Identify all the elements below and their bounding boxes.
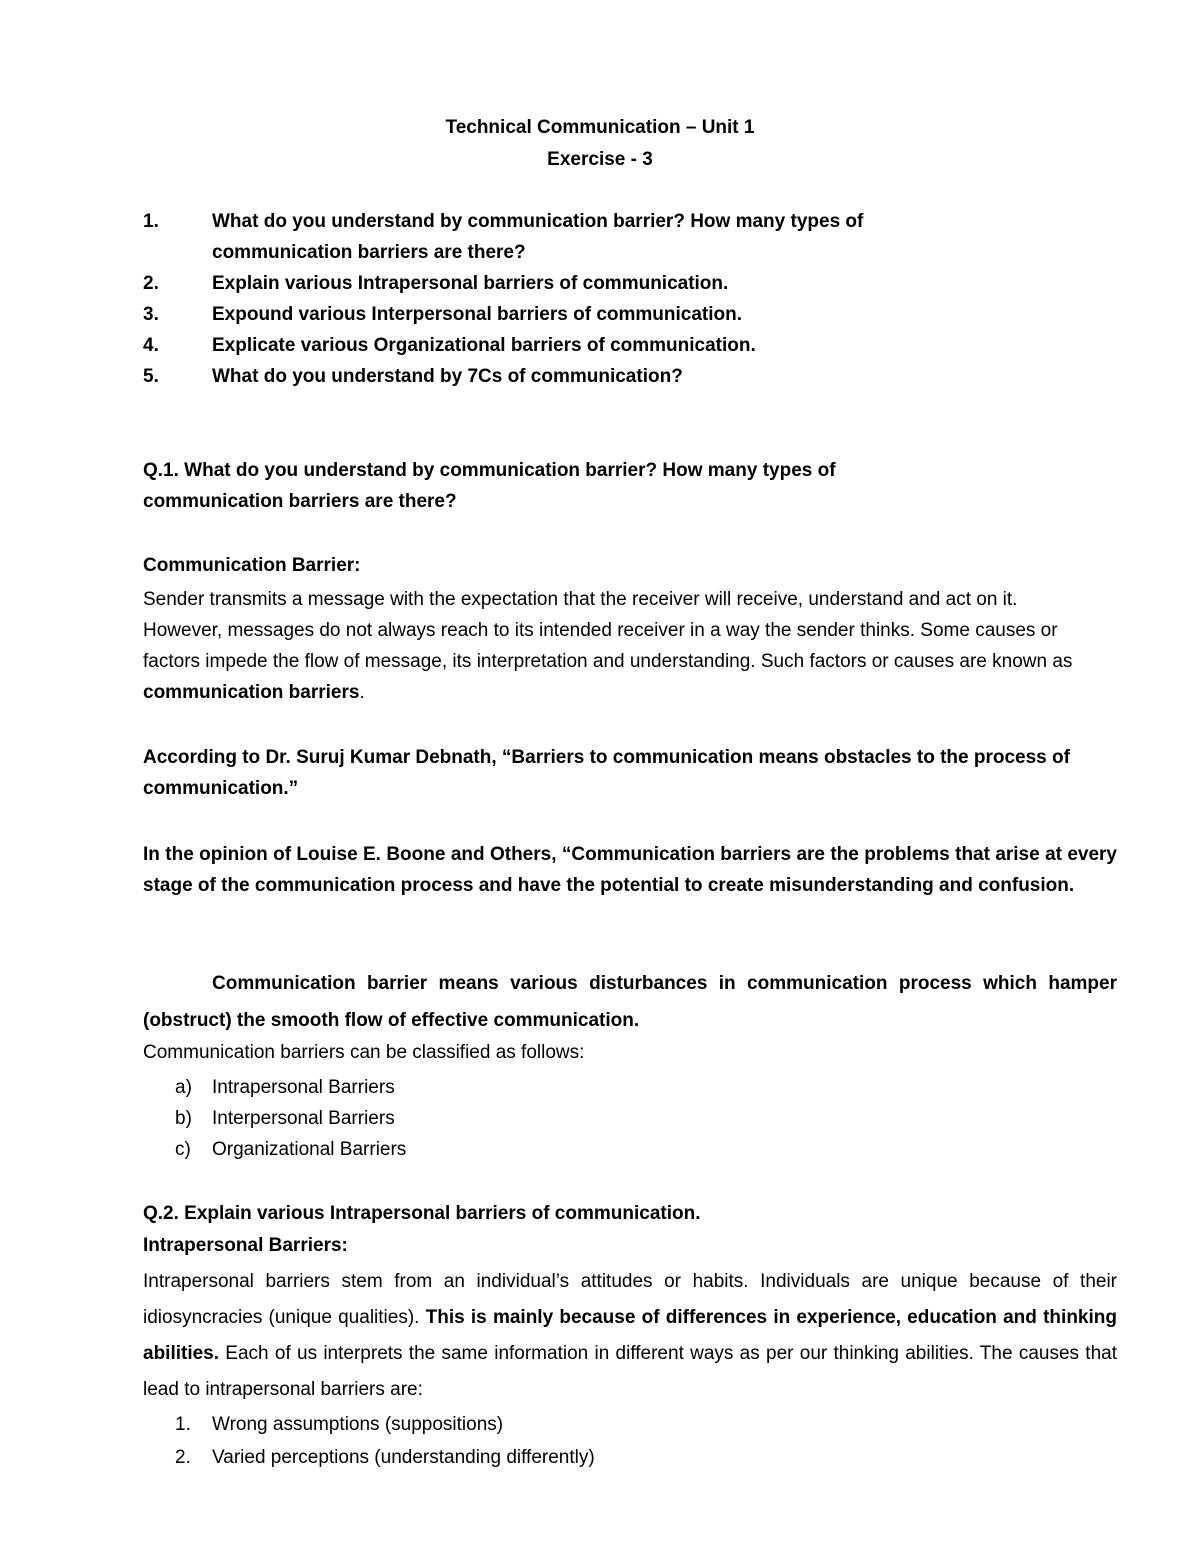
barrier-type-label: b): [175, 1108, 192, 1129]
intrapersonal-cause-list: [175, 1408, 595, 1474]
q2-paragraph-text: Intrapersonal barriers stem from an individual’s attitudes or habits. Individuals are unique because of their idiosyncracies (unique qualities).: [143, 1271, 1117, 1328]
q1-paragraph-text: Sender transmits a message with the expectation that the receiver will receive, understand and act on it. However, messages do not always reach to its intended receiver in a way the sender thinks. Some causes or factors impede the flow of message, its interpretation and understanding. Such factors or causes are known as: [143, 589, 1073, 672]
q1-definition: Communication barrier means various disturbances in communication process which hamper (obstruct) the smooth flow of effective communication.: [143, 973, 1117, 1031]
q1-subheading: Communication Barrier:: [143, 555, 361, 576]
question-text: Explicate various Organizational barriers of communication.: [212, 335, 756, 356]
barrier-type-item: [175, 1134, 406, 1165]
question-number: 1.: [143, 211, 159, 232]
q2-paragraph-end: Each of us interprets the same information in different ways as per our thinking abilities. The causes that lead to intrapersonal barriers are:: [143, 1343, 1117, 1400]
q2-paragraph: [143, 1264, 1117, 1408]
cause-item: [175, 1441, 595, 1474]
question-number: 3.: [143, 304, 159, 325]
document-title: Technical Communication – Unit 1: [445, 117, 755, 138]
barrier-type-text: Intrapersonal Barriers: [212, 1077, 395, 1098]
cause-number: 1.: [175, 1414, 191, 1435]
barrier-type-text: Organizational Barriers: [212, 1139, 407, 1160]
question-text: What do you understand by communication barrier? How many types of: [212, 211, 864, 232]
barrier-type-label: a): [175, 1077, 192, 1098]
question-list: [143, 206, 1043, 392]
barrier-type-list: [175, 1072, 406, 1165]
q1-quote-boone: In the opinion of Louise E. Boone and Others, “Communication barriers are the problems that arise at every stage of the communication process and have the potential to create misunderstanding and confusion.: [143, 844, 1117, 896]
question-number: 2.: [143, 273, 159, 294]
barrier-type-item: [175, 1103, 406, 1134]
q2-heading: Q.2. Explain various Intrapersonal barriers of communication.: [143, 1203, 701, 1224]
cause-text: Wrong assumptions (suppositions): [212, 1414, 504, 1435]
q1-paragraph: [143, 584, 1098, 708]
question-text: Expound various Interpersonal barriers of communication.: [212, 304, 742, 325]
barrier-type-text: Interpersonal Barriers: [212, 1108, 395, 1129]
q1-heading: Q.1. What do you understand by communication barrier? How many types of communication barriers are there?: [143, 460, 836, 512]
q2-paragraph-emphasis: This is mainly because of differences in experience, education and thinking abilities.: [143, 1307, 1117, 1364]
question-text: communication barriers are there?: [212, 242, 526, 263]
question-text: Explain various Intrapersonal barriers of communication.: [212, 273, 729, 294]
barrier-type-item: [175, 1072, 406, 1103]
q1-paragraph-emphasis: communication barriers: [143, 682, 360, 703]
cause-number: 2.: [175, 1447, 191, 1468]
q2-subheading: Intrapersonal Barriers:: [143, 1235, 348, 1256]
question-number: 4.: [143, 335, 159, 356]
question-text: What do you understand by 7Cs of communication?: [212, 366, 683, 387]
q1-paragraph-end: .: [359, 682, 365, 703]
q1-quote-debnath: According to Dr. Suruj Kumar Debnath, “Barriers to communication means obstacles to the process of communication.”: [143, 747, 1070, 799]
cause-text: Varied perceptions (understanding differently): [212, 1447, 595, 1468]
question-item: [143, 206, 1043, 268]
question-item: [143, 361, 1043, 392]
question-item: [143, 268, 1043, 299]
question-item: [143, 299, 1043, 330]
barrier-type-label: c): [175, 1139, 191, 1160]
document-subtitle: Exercise - 3: [547, 149, 653, 170]
question-item: [143, 330, 1043, 361]
q1-classify-intro: Communication barriers can be classified as follows:: [143, 1042, 585, 1063]
question-number: 5.: [143, 366, 159, 387]
cause-item: [175, 1408, 595, 1441]
